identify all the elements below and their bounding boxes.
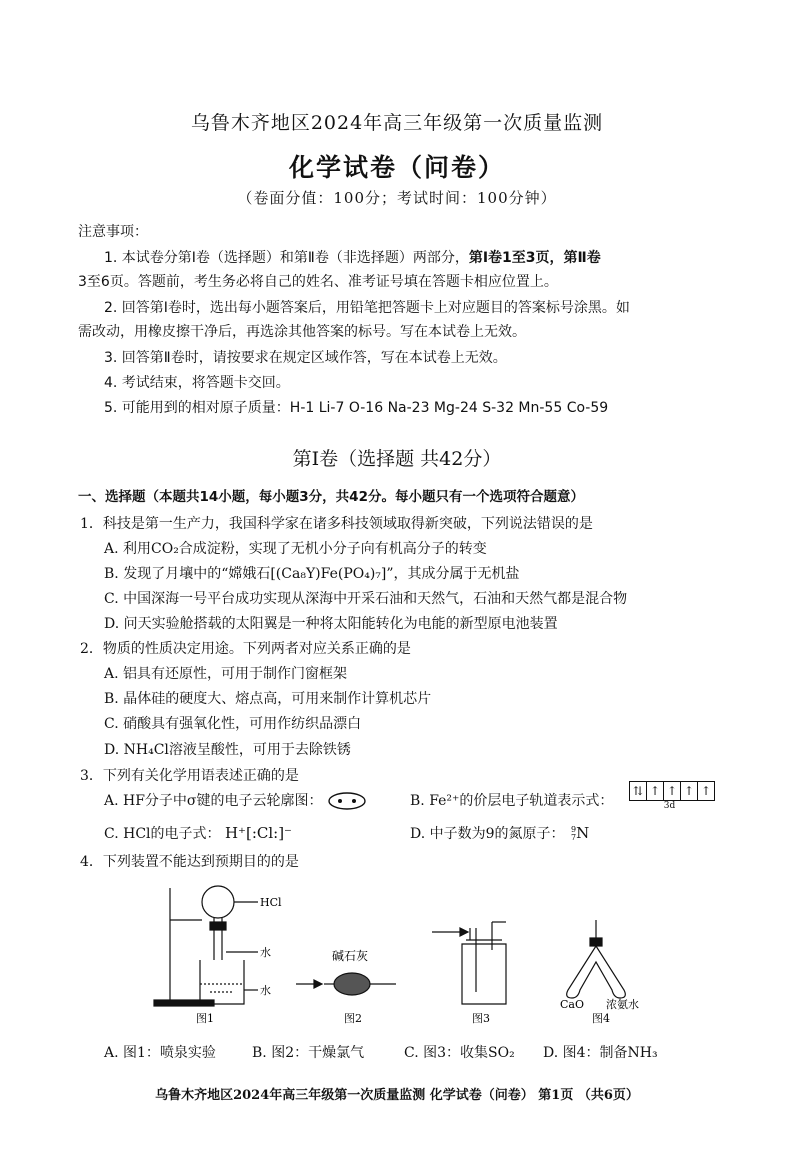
orbital-label: 3d [663, 800, 676, 811]
q2-option-b: B. 晶体硅的硬度大、熔点高，可用来制作计算机芯片 [104, 691, 432, 707]
nuclide-symbol: N [576, 824, 590, 842]
nuclide-mass-number: 9 [571, 825, 577, 834]
section-title: 第Ⅰ卷（选择题 共42分） [292, 448, 502, 470]
q3-option-c-text: C. HCl的电子式： [104, 826, 221, 842]
q1-option-c: C. 中国深海一号平台成功实现从深海中开采石油和天然气，石油和天然气都是混合物 [104, 591, 628, 607]
fig2-reagent-label: 碱石灰 [332, 949, 369, 963]
notes-item-4: 4. 考试结束，将答题卡交回。 [104, 375, 290, 391]
notes-item-2-b: 需改动，用橡皮擦干净后，再选涂其他答案的标号。写在本试卷上无效。 [78, 324, 526, 340]
q2-option-a: A. 铝具有还原性，可用于制作门窗框架 [104, 666, 348, 682]
q3-option-a-text: A. HF分子中σ键的电子云轮廓图： [104, 793, 323, 809]
q4-option-d: D. 图4：制备NH₃ [543, 1045, 658, 1061]
fig1-fountain-apparatus [154, 886, 258, 1006]
notes-item-1-b: 第Ⅰ卷1至3页，第Ⅱ卷 [468, 250, 601, 266]
notes-item-1-c: 3至6页。答题前，考生务必将自己的姓名、准考证号填在答题卡相应位置上。 [78, 274, 558, 290]
q2-stem: 2．物质的性质决定用途。下列两者对应关系正确的是 [80, 641, 411, 657]
exam-header: 乌鲁木齐地区2024年高三年级第一次质量监测 [190, 112, 604, 134]
fig1-water-top-label: 水 [260, 946, 271, 959]
q3-option-b [410, 791, 613, 811]
notes-item-3: 3. 回答第Ⅱ卷时，请按要求在规定区域作答，写在本试卷上无效。 [104, 350, 507, 366]
q4-option-b: B. 图2：干燥氯气 [252, 1045, 365, 1061]
fig1-label: 图1 [196, 1012, 214, 1025]
orbital-box-2: ↑ [646, 781, 664, 801]
notes-item-1 [104, 248, 601, 268]
fig1-gas-label: HCl [260, 896, 282, 909]
orbital-box-3: ↑ [663, 781, 681, 801]
q3-option-a [104, 791, 367, 811]
fig4-label: 图4 [592, 1012, 610, 1025]
q3-option-d-text: D. 中子数为9的氮原子： [410, 826, 565, 842]
q4-stem: 4．下列装置不能达到预期目的的是 [80, 854, 299, 870]
sigma-orbital-icon [327, 791, 367, 811]
q1-option-d: D. 问天实验舱搭载的太阳翼是一种将太阳能转化为电能的新型原电池装置 [104, 616, 558, 632]
exam-subtitle: （卷面分值：100分；考试时间：100分钟） [237, 189, 557, 207]
q3-option-d [410, 823, 589, 844]
q4-option-a: A. 图1：喷泉实验 [104, 1045, 216, 1061]
notes-item-1-a: 1. 本试卷分第Ⅰ卷（选择题）和第Ⅱ卷（非选择题）两部分， [104, 250, 469, 266]
q1-option-b: B. 发现了月壤中的“嫦娥石[(Ca₈Y)Fe(PO₄)₇]”，其成分属于无机盐 [104, 566, 520, 582]
part-heading: 一、选择题（本题共14小题，每小题3分，共42分。每小题只有一个选项符合题意） [78, 489, 584, 505]
fig4-right-label: 浓氨水 [606, 998, 639, 1011]
notes-item-2-a: 2. 回答第Ⅰ卷时，选出每小题答案后，用铅笔把答题卡上对应题目的答案标号涂黑。如 [104, 300, 630, 316]
notes-heading: 注意事项： [78, 224, 148, 240]
orbital-box-1: ⇅ [629, 781, 647, 801]
fig4-y-tube [567, 920, 626, 998]
fig3-label: 图3 [472, 1012, 490, 1025]
fig2-label: 图2 [344, 1012, 362, 1025]
fig1-water-bottom-label: 水 [260, 984, 271, 997]
page-footer: 乌鲁木齐地区2024年高三年级第一次质量监测 化学试卷（问卷） 第1页 （共6页） [155, 1088, 639, 1103]
q1-option-a: A. 利用CO₂合成淀粉，实现了无机小分子向有机高分子的转变 [104, 541, 487, 557]
orbital-boxes [630, 781, 715, 801]
q2-option-d: D. NH₄Cl溶液呈酸性，可用于去除铁锈 [104, 742, 351, 758]
q2-option-c: C. 硝酸具有强氧化性，可用作纺织品漂白 [104, 716, 362, 732]
q3-option-b-text: B. Fe²⁺的价层电子轨道表示式： [410, 793, 614, 809]
hcl-electron-formula: H⁺[:Cl:]⁻ [224, 824, 292, 842]
apparatus-figures [140, 880, 680, 1030]
nuclide-atomic-number: 7 [571, 833, 577, 842]
q1-stem: 1．科技是第一生产力，我国科学家在诸多科技领域取得新突破，下列说法错误的是 [80, 516, 593, 532]
fig4-left-label: CaO [560, 998, 584, 1011]
orbital-diagram [624, 780, 715, 811]
fig2-drying-tube [296, 973, 396, 995]
q3-stem: 3．下列有关化学用语表述正确的是 [80, 768, 299, 784]
q4-option-c: C. 图3：收集SO₂ [404, 1045, 515, 1061]
page-title: 化学试卷（问卷） [288, 153, 505, 182]
orbital-box-5: ↑ [697, 781, 715, 801]
orbital-box-4: ↑ [680, 781, 698, 801]
q3-option-c [104, 823, 292, 844]
notes-item-5: 5. 可能用到的相对原子质量：H-1 Li-7 O-16 Na-23 Mg-24 S-32 Mn-55 Co-59 [104, 400, 609, 416]
fig3-gas-bottle [432, 922, 506, 1004]
